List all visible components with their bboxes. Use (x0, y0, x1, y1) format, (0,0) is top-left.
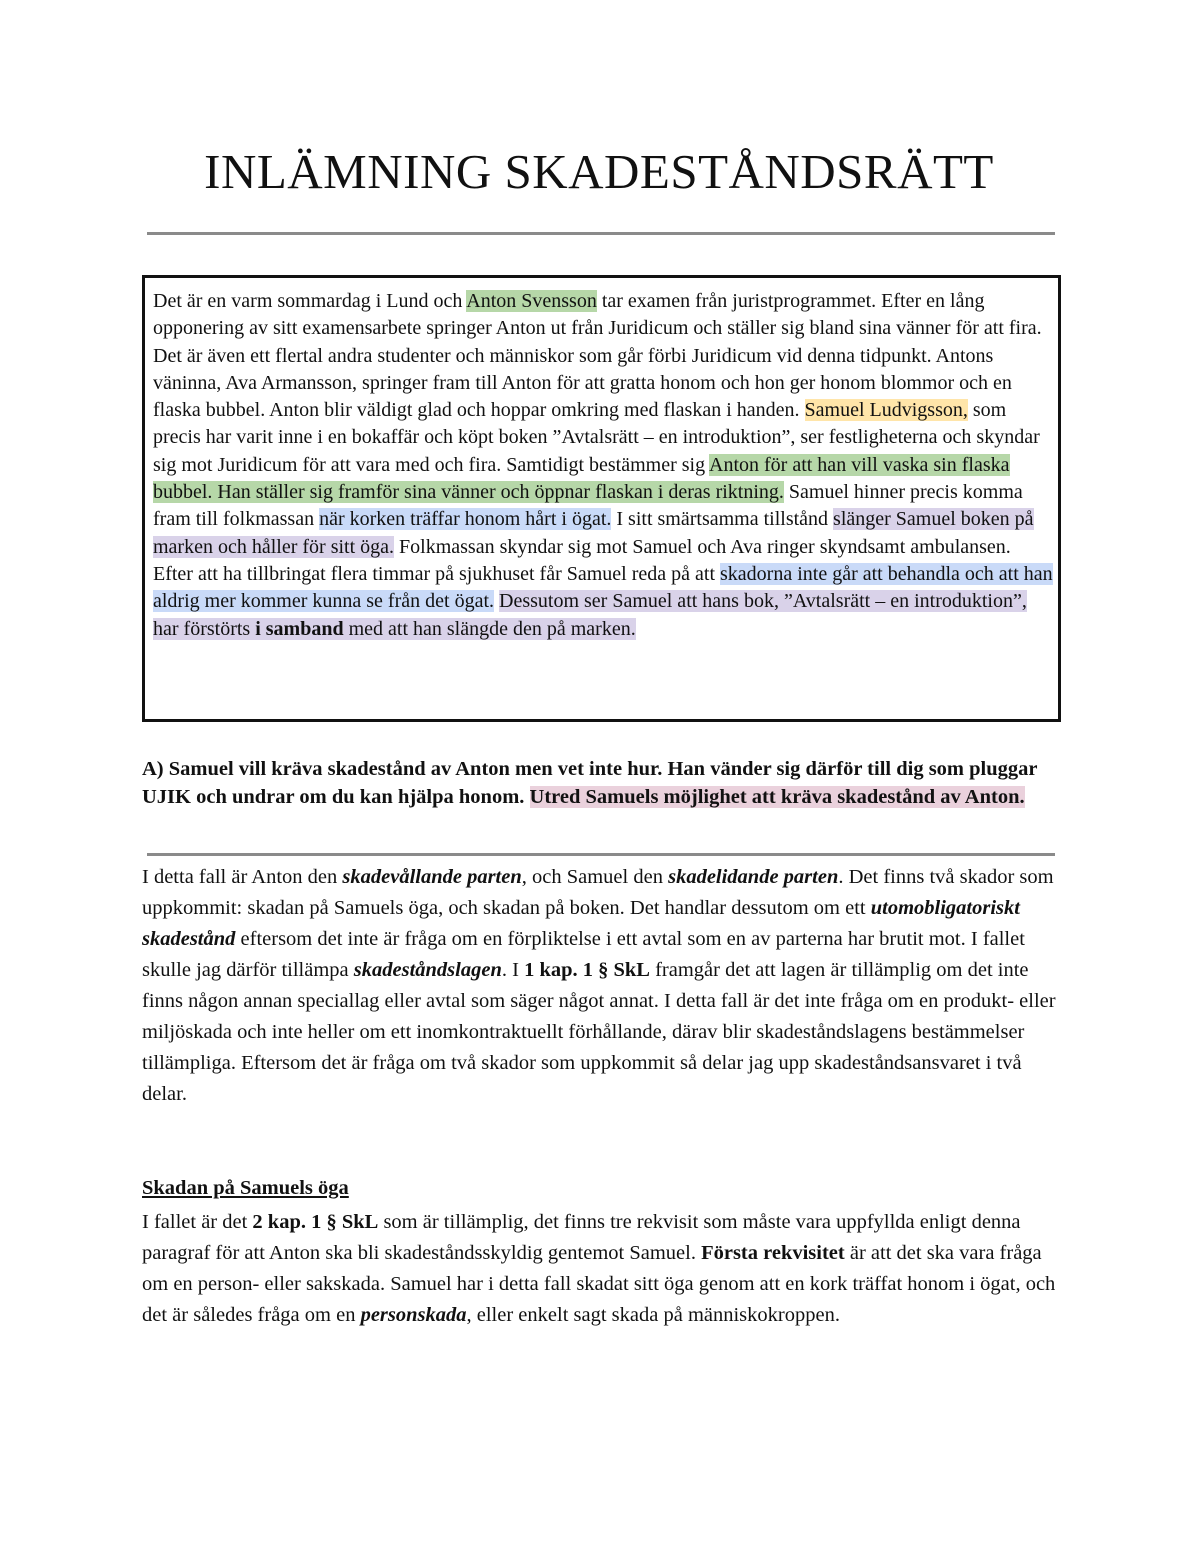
highlight-question-task: Utred Samuels möjlighet att kräva skadestånd av Anton. (529, 785, 1025, 808)
highlight-cork-hit: när korken träffar honom hårt i ögat. (319, 508, 612, 531)
term-personskada: personskada (360, 1304, 467, 1326)
highlight-book-thrown: slänger Samuel boken på marken och håller för sitt öga. (153, 508, 1034, 558)
case-text-segment: Folkmassan skyndar sig mot Samuel och Ava ringer skyndsamt ambulansen. Efter att ha tillbringat flera timmar på sjukhuset får Samuel reda på att (153, 535, 1011, 585)
term-forsta-rekvisitet: Första rekvisitet (701, 1242, 845, 1264)
law-reference: 1 kap. 1 § SkL (524, 959, 650, 981)
answer-text: , och Samuel den (521, 866, 669, 888)
answer-text: framgår det att lagen är tillämplig om det inte finns någon annan speciallag eller avtal som säger något annat. I detta fall är det inte fråga om en produkt- eller miljöskada och inte heller om ett inomkontraktuellt förhållande, därav blir skadeståndslagens bestämmelser tillämpliga. Eftersom det är fråga om två skador som uppkommit så delar jag upp skadeståndsansvaret i två delar. (142, 959, 1056, 1105)
case-text-bold: i samband (255, 617, 344, 640)
question-text: A) Samuel vill kräva skadestånd av Anton men vet inte hur. Han vänder sig därför till dig som pluggar UJIK och undrar om du kan hjälpa honom. (142, 758, 1038, 808)
answer-text: som är tillämplig, det finns tre rekvisit som måste vara uppfyllda enligt denna paragraf för att Anton ska bli skadeståndsskyldig gentemot Samuel. (142, 1211, 1021, 1264)
section-heading-eye-damage: Skadan på Samuels öga (142, 1177, 349, 1199)
highlight-anton-action: Anton för att han vill vaska sin flaska bubbel. Han ställer sig framför sina vänner och öppnar flaskan i deras riktning. (153, 453, 1010, 504)
case-text-segment: tar examen från juristprogrammet. Efter en lång opponering av sitt examensarbete springer Anton ut från Juridicum och ställer sig bland sina vänner för att fira. Det är även ett flertal andra studenter och människor som går förbi Juridicum vid denna tidpunkt. Antons väninna, Ava Armansson, springer fram till Anton för att gratta honom och hon ger honom blommor och en flaska bubbel. Anton blir väldigt glad och hoppar omkring med flaskan i handen. (153, 290, 1042, 422)
case-text-segment: Det är en varm sommardag i Lund och (153, 290, 467, 312)
answer-text: I fallet är det (142, 1211, 253, 1233)
answer-text: . Det finns två skador som uppkommit: skadan på Samuels öga, och skadan på boken. Det handlar dessutom om ett (142, 866, 1054, 919)
law-reference: 2 kap. 1 § SkL (252, 1211, 379, 1233)
answer-text: , eller enkelt sagt skada på människokroppen. (466, 1304, 840, 1326)
case-text-segment: I sitt smärtsamma tillstånd (611, 508, 834, 531)
case-text-segment: som precis har varit inne i en bokaffär och köpt boken ”Avtalsrätt – en introduktion”, ser festligheterna och skyndar sig mot Juridicum för att vara med och fira. Samtidigt bestämmer sig (153, 399, 1040, 476)
document-title: INLÄMNING SKADESTÅNDSRÄTT (204, 144, 994, 199)
case-text-segment: Dessutom ser Samuel att hans bok, ”Avtalsrätt – en introduktion”, har förstörts (153, 590, 1027, 640)
question-a (142, 756, 1052, 811)
answer-text: eftersom det inte är fråga om en förpliktelse i ett avtal som en av parterna har brutit mot. I fallet skulle jag därför tillämpa (142, 928, 1025, 981)
answer-paragraph-2 (142, 1207, 1062, 1331)
case-text-segment: Samuel hinner precis komma fram till folkmassan (153, 481, 1023, 531)
term-skadestandslagen: skadeståndslagen (353, 959, 502, 981)
answer-text: är att det ska vara fråga om en person- eller sakskada. Samuel har i detta fall skadat sitt öga genom att en kork träffat honom i ögat, och det är således fråga om en (142, 1242, 1056, 1326)
highlight-eye-damage: skadorna inte går att behandla och att han aldrig mer kommer kunna se från det ögat. (153, 562, 1053, 613)
term-utomobligatoriskt: utomobligatoriskt skadestånd (142, 897, 1020, 950)
answer-paragraph-1 (142, 862, 1062, 1110)
answer-text: . I (501, 959, 525, 981)
question-divider (147, 853, 1055, 856)
case-text-segment: med att han slängde den på marken. (343, 617, 636, 640)
case-description-box (142, 275, 1061, 722)
highlight-anton-name: Anton Svensson (466, 290, 597, 312)
term-skadevallande: skadevållande parten (342, 866, 522, 888)
term-skadelidande: skadelidande parten (668, 866, 839, 888)
answer-text: I detta fall är Anton den (142, 866, 343, 888)
highlight-samuel-name: Samuel Ludvigsson, (804, 399, 968, 422)
case-description-text (153, 288, 1053, 643)
title-divider (147, 232, 1055, 235)
